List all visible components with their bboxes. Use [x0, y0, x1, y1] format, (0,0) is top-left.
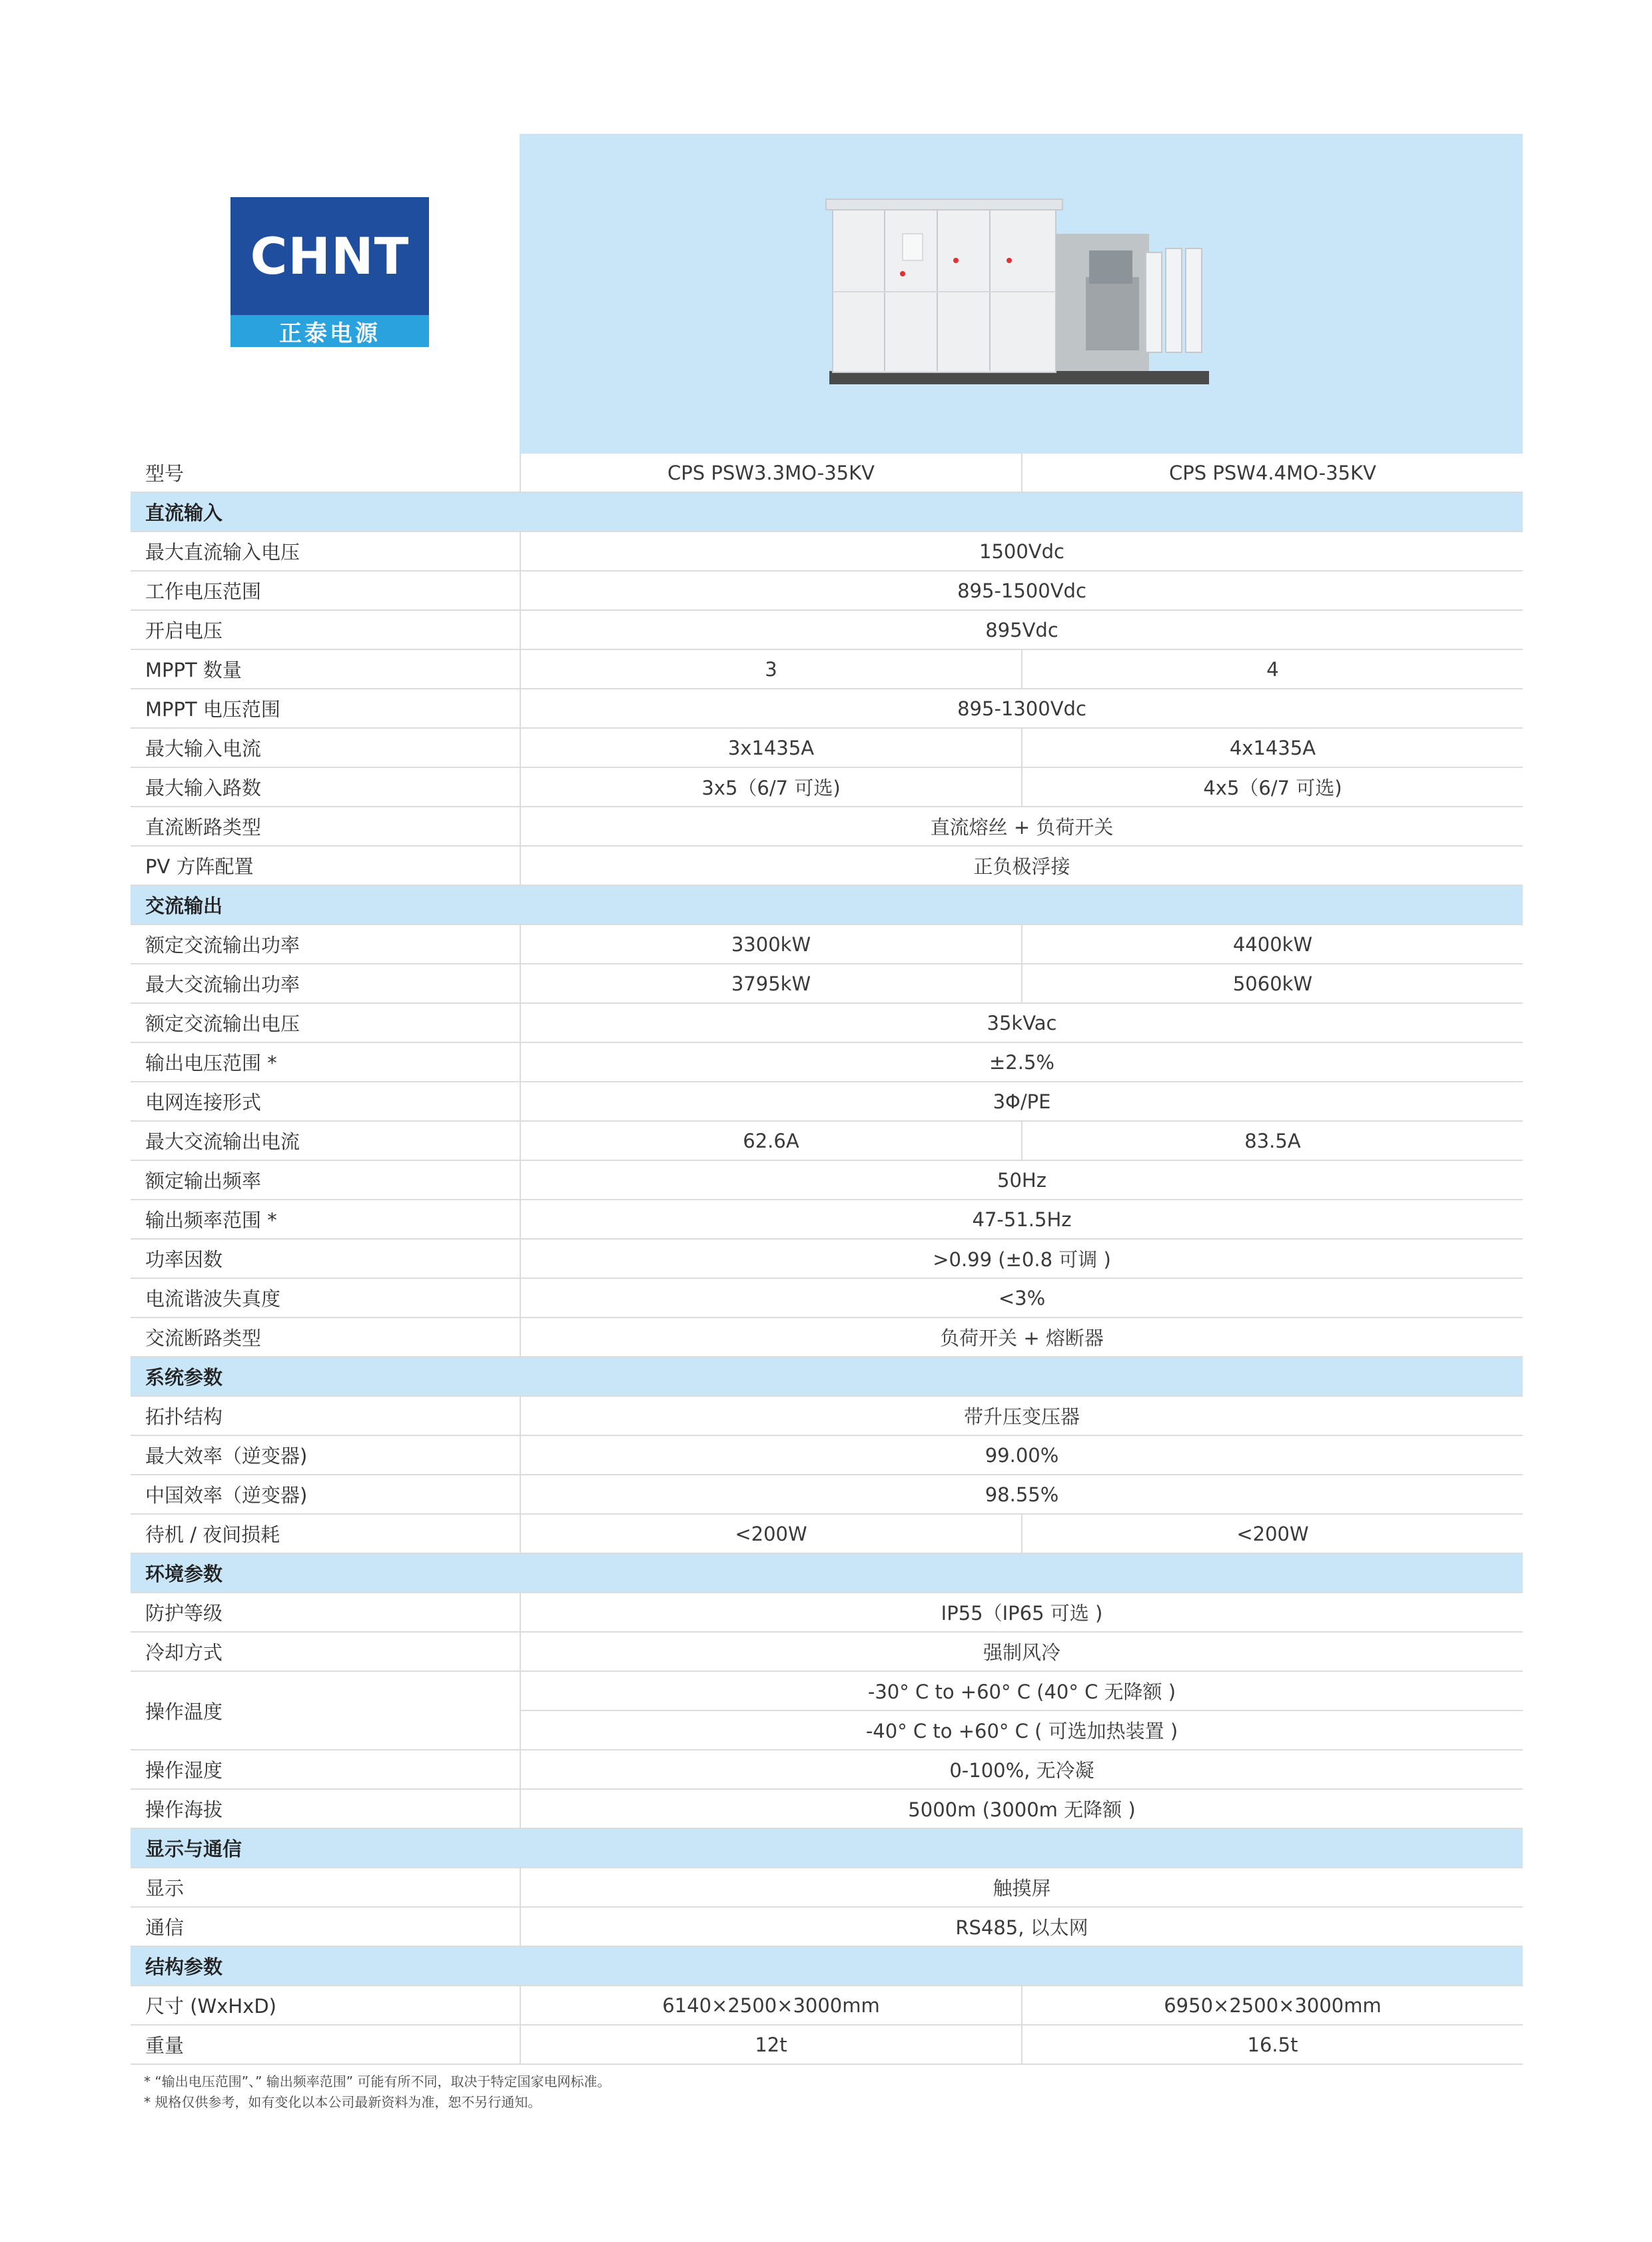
chint-logo [230, 197, 429, 347]
spec-label: 显示 [145, 1877, 185, 1900]
spec-row [131, 532, 1523, 571]
spec-row [131, 571, 1523, 611]
spec-value: CPS PSW4.4MO-35KV [1021, 454, 1523, 492]
spec-row [131, 964, 1523, 1004]
spec-value: 1500Vdc [979, 540, 1064, 563]
spec-value: <200W [1021, 1515, 1523, 1553]
spec-value: 895Vdc [985, 618, 1058, 641]
spec-label: 直流断路类型 [145, 816, 262, 839]
inverter-station-illustration [520, 134, 1523, 454]
spec-values [520, 650, 1523, 688]
spec-label: 额定输出频率 [145, 1170, 262, 1192]
section-header: 结构参数 [131, 1947, 1523, 1986]
section-header: 直流输入 [131, 493, 1523, 532]
section-header: 显示与通信 [131, 1829, 1523, 1868]
spec-values [520, 532, 1523, 570]
spec-value: IP55（IP65 可选 ) [941, 1602, 1103, 1625]
spec-label: 最大输入电流 [145, 737, 262, 760]
spec-values [520, 1004, 1523, 1042]
spec-values [520, 1436, 1523, 1474]
spec-label: 交流断路类型 [145, 1327, 262, 1349]
spec-value: 4x5（6/7 可选) [1021, 768, 1523, 806]
spec-label: 最大直流输入电压 [145, 541, 300, 563]
section-header: 环境参数 [131, 1554, 1523, 1593]
spec-values [520, 729, 1523, 767]
spec-values [520, 454, 1523, 492]
spec-value: 16.5t [1021, 2026, 1523, 2063]
spec-values [520, 571, 1523, 609]
spec-value: 3x1435A [727, 736, 815, 759]
spec-row [131, 925, 1523, 964]
spec-value: <3% [998, 1286, 1046, 1309]
spec-values [520, 1397, 1523, 1435]
spec-value: 触摸屏 [993, 1877, 1051, 1900]
spec-label: 操作海拔 [145, 1798, 223, 1821]
spec-values [520, 1043, 1523, 1081]
spec-value: 5000m (3000m 无降额 ) [908, 1798, 1136, 1821]
spec-row [131, 1593, 1523, 1633]
spec-value: 5060kW [1021, 964, 1523, 1002]
spec-row [131, 1515, 1523, 1554]
spec-label: 最大交流输出电流 [145, 1130, 300, 1153]
spec-label: 额定交流输出功率 [145, 934, 300, 956]
spec-value: 895-1300Vdc [957, 697, 1086, 720]
spec-value: 47-51.5Hz [972, 1208, 1072, 1231]
spec-row [131, 1082, 1523, 1122]
spec-value: 带升压变压器 [963, 1405, 1080, 1428]
spec-values [520, 1200, 1523, 1238]
spec-row [131, 1200, 1523, 1240]
spec-values [520, 807, 1523, 845]
spec-value: 3Φ/PE [993, 1090, 1051, 1113]
spec-value: RS485, 以太网 [955, 1916, 1088, 1939]
spec-label: 操作温度 [145, 1700, 223, 1723]
logo-brand: CHNT [230, 197, 429, 315]
spec-row [131, 1318, 1523, 1357]
spec-value: -40° C to +60° C ( 可选加热装置 ) [865, 1720, 1178, 1742]
spec-label: 额定交流输出电压 [145, 1012, 300, 1035]
spec-label: 拓扑结构 [145, 1405, 223, 1428]
spec-row [131, 1122, 1523, 1161]
spec-value: 83.5A [1021, 1122, 1523, 1160]
spec-row [131, 1161, 1523, 1200]
spec-label: 功率因数 [145, 1248, 223, 1271]
spec-value: 4 [1021, 650, 1523, 688]
spec-values [520, 1672, 1523, 1749]
spec-values [520, 847, 1523, 885]
spec-label: 待机 / 夜间损耗 [145, 1523, 280, 1546]
spec-row [131, 2026, 1523, 2065]
spec-value: 0-100%, 无冷凝 [949, 1759, 1094, 1782]
spec-row [131, 1475, 1523, 1515]
spec-values [520, 925, 1523, 963]
spec-value: 4x1435A [1021, 729, 1523, 767]
spec-values [520, 1750, 1523, 1788]
spec-values [520, 1240, 1523, 1278]
spec-row [131, 650, 1523, 689]
spec-label: 电流谐波失真度 [145, 1288, 281, 1310]
spec-row [131, 454, 1523, 493]
spec-row [131, 1633, 1523, 1672]
spec-label: 冷却方式 [145, 1641, 223, 1664]
spec-label: 最大效率（逆变器) [145, 1445, 308, 1467]
spec-values [520, 1279, 1523, 1317]
spec-label: 工作电压范围 [145, 580, 262, 603]
spec-values [520, 964, 1523, 1002]
spec-value: 3795kW [731, 972, 811, 995]
spec-row [131, 1279, 1523, 1318]
spec-values [520, 1318, 1523, 1356]
spec-value: 强制风冷 [983, 1641, 1060, 1664]
spec-value: 4400kW [1021, 925, 1523, 963]
spec-label: 开启电压 [145, 619, 223, 642]
spec-row [131, 611, 1523, 650]
spec-values [520, 1122, 1523, 1160]
spec-values [520, 1790, 1523, 1828]
spec-values [520, 689, 1523, 727]
spec-value: 35kVac [987, 1011, 1057, 1034]
spec-row [131, 1986, 1523, 2026]
section-header: 系统参数 [131, 1357, 1523, 1397]
spec-row [131, 1908, 1523, 1947]
spec-value: 正负极浮接 [973, 855, 1070, 878]
spec-value: 3x5（6/7 可选) [701, 777, 841, 799]
spec-values [520, 2026, 1523, 2063]
spec-row [131, 1240, 1523, 1279]
spec-label: 尺寸 (WxHxD) [145, 1995, 276, 2018]
spec-value: -30° C to +60° C (40° C 无降额 ) [867, 1681, 1176, 1703]
spec-value: 895-1500Vdc [957, 579, 1086, 602]
spec-values [520, 1868, 1523, 1906]
spec-value: CPS PSW3.3MO-35KV [667, 461, 875, 484]
spec-row [131, 729, 1523, 768]
spec-row [131, 1004, 1523, 1043]
spec-values [520, 1593, 1523, 1631]
spec-row [131, 807, 1523, 847]
spec-label: 最大交流输出功率 [145, 973, 300, 996]
product-image-panel [520, 134, 1523, 454]
spec-value: 12t [755, 2033, 787, 2056]
spec-value: 50Hz [997, 1168, 1046, 1192]
spec-value: 99.00% [985, 1443, 1059, 1467]
spec-value: 98.55% [985, 1483, 1059, 1506]
spec-label: 输出频率范围 * [145, 1209, 277, 1232]
spec-row [131, 768, 1523, 807]
spec-value: 3300kW [731, 933, 811, 956]
spec-table [131, 454, 1523, 2065]
spec-label: 重量 [145, 2034, 185, 2057]
spec-value: 3 [765, 657, 777, 681]
spec-label: MPPT 数量 [145, 659, 242, 681]
spec-row [131, 1750, 1523, 1790]
spec-values [520, 1633, 1523, 1671]
spec-value: >0.99 (±0.8 可调 ) [933, 1248, 1111, 1271]
logo-subtitle: 正泰电源 [230, 315, 429, 347]
spec-label: 电网连接形式 [145, 1091, 262, 1114]
spec-label: 最大输入路数 [145, 777, 262, 799]
spec-values [520, 1161, 1523, 1199]
spec-label: 操作湿度 [145, 1759, 223, 1782]
spec-values [520, 611, 1523, 649]
spec-row [131, 1436, 1523, 1475]
spec-label: 型号 [145, 462, 185, 485]
spec-values [520, 1082, 1523, 1120]
spec-value: 62.6A [743, 1129, 799, 1152]
spec-value: <200W [735, 1522, 807, 1545]
spec-values [520, 1515, 1523, 1553]
spec-value: 6140×2500×3000mm [662, 1994, 880, 2017]
spec-row [131, 1790, 1523, 1829]
spec-label: 防护等级 [145, 1602, 223, 1625]
spec-values [520, 768, 1523, 806]
section-header: 交流输出 [131, 886, 1523, 925]
footnote: * 规格仅供参考，如有变化以本公司最新资料为准，恕不另行通知。 [144, 2094, 542, 2110]
spec-label: MPPT 电压范围 [145, 698, 280, 721]
spec-label: PV 方阵配置 [145, 855, 254, 878]
spec-value: 负荷开关 + 熔断器 [940, 1327, 1104, 1349]
spec-values [520, 1908, 1523, 1946]
spec-label: 通信 [145, 1916, 185, 1939]
spec-row [131, 689, 1523, 729]
footnote: * “输出电压范围”、” 输出频率范围” 可能有所不同，取决于特定国家电网标准。 [144, 2073, 611, 2089]
spec-label: 输出电压范围 * [145, 1052, 277, 1074]
spec-value: 直流熔丝 + 负荷开关 [930, 816, 1114, 839]
spec-row [131, 1043, 1523, 1082]
spec-value: ±2.5% [989, 1050, 1054, 1074]
spec-row [131, 1397, 1523, 1436]
spec-row [131, 1868, 1523, 1908]
spec-label: 中国效率（逆变器) [145, 1484, 308, 1507]
spec-value: 6950×2500×3000mm [1021, 1986, 1523, 2024]
spec-values [520, 1986, 1523, 2024]
spec-row [131, 1672, 1523, 1750]
spec-values [520, 1475, 1523, 1513]
spec-row [131, 847, 1523, 886]
footnotes [144, 2071, 611, 2113]
